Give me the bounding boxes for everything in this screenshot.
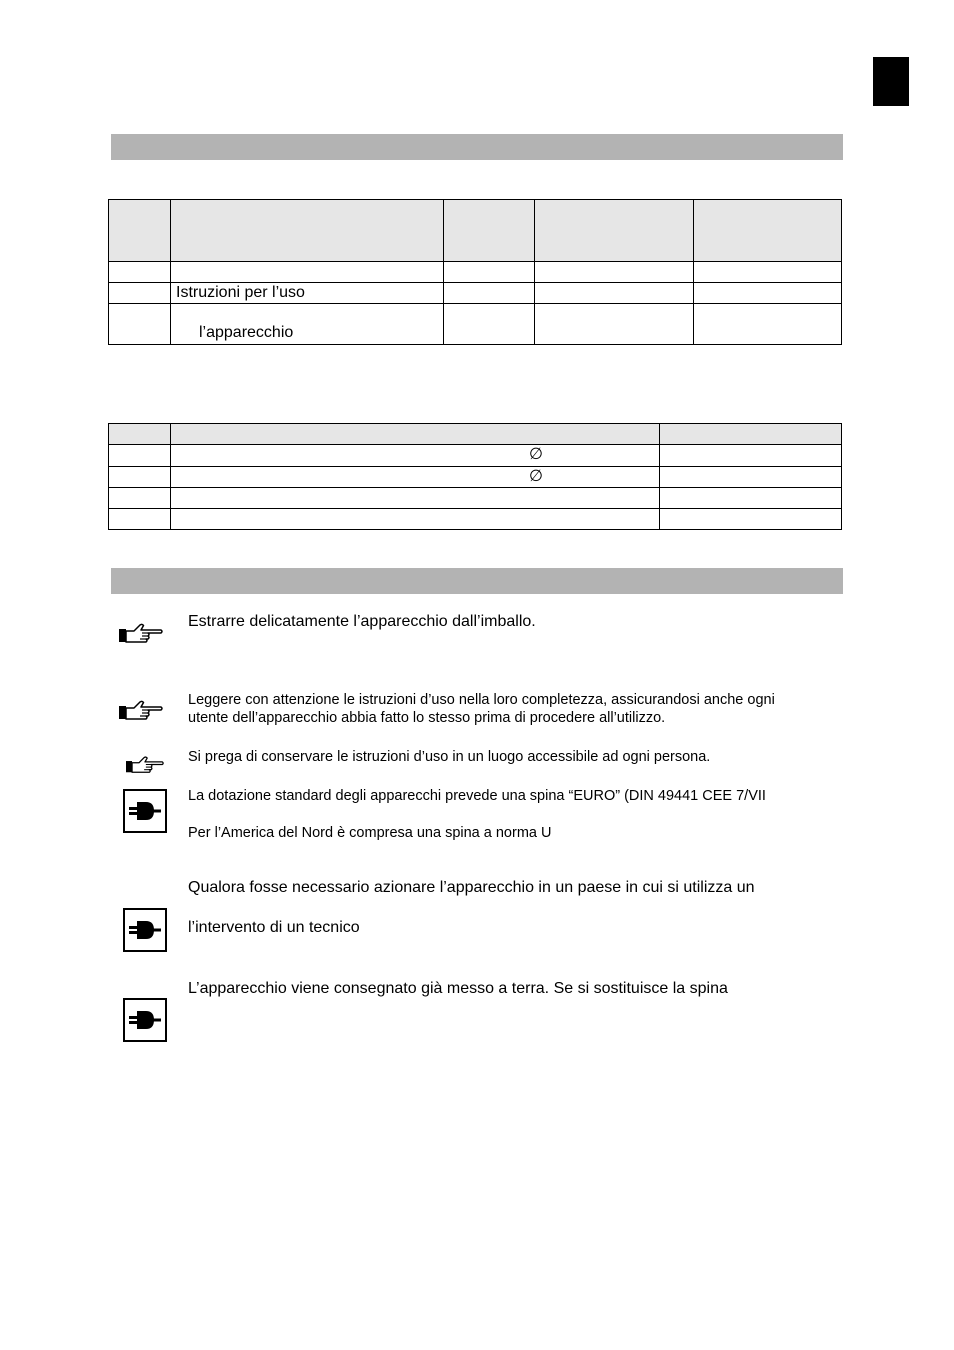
- table-header-row: [109, 200, 842, 262]
- note-unpack: Estrarre delicatamente l’apparecchio dall’imballo.: [188, 613, 536, 630]
- table-cell: [109, 509, 171, 530]
- table-row: [109, 445, 842, 467]
- table-cell: [109, 262, 171, 283]
- table-cell: [660, 445, 842, 467]
- table-cell: [694, 304, 842, 345]
- table-row: [109, 509, 842, 530]
- section-header-bar: [111, 568, 843, 594]
- table-cell: [109, 488, 171, 509]
- plug-icon: [123, 908, 167, 952]
- table-cell: [171, 467, 660, 488]
- section-header-bar: [111, 134, 843, 160]
- note-plug-country: Qualora fosse necessario azionare l’apparecchio in un paese in cui si utilizza un: [188, 879, 755, 896]
- table-cell: Istruzioni per l’uso: [171, 283, 444, 304]
- diameter-symbol: ∅: [529, 446, 543, 463]
- table-row: [109, 467, 842, 488]
- table-cell: [660, 488, 842, 509]
- note-plug-ground: L’apparecchio viene consegnato già messo a terra. Se si sostituisce la spina: [188, 980, 728, 997]
- table-cell: [171, 200, 444, 262]
- table-cell: [444, 262, 535, 283]
- plug-icon: [123, 789, 167, 833]
- note-line: Leggere con attenzione le istruzioni d’uso nella loro completezza, assicurandosi anche ogni: [188, 692, 775, 708]
- table-row: [109, 283, 842, 304]
- table-row: [109, 304, 842, 345]
- table-cell: [660, 509, 842, 530]
- note-read-instructions: [188, 691, 775, 727]
- table-cell: l’apparecchio: [171, 304, 444, 345]
- table-cell: [109, 304, 171, 345]
- pointing-hand-icon: [118, 622, 164, 644]
- section-tab-marker: [873, 57, 909, 106]
- table-cell: [535, 283, 694, 304]
- plug-icon: [123, 998, 167, 1042]
- table-cell: [660, 424, 842, 445]
- table-cell: [109, 200, 171, 262]
- pointing-hand-icon: [118, 699, 164, 721]
- table-cell: [444, 283, 535, 304]
- table-cell: [171, 424, 660, 445]
- table-header-row: [109, 424, 842, 445]
- table-row: [109, 488, 842, 509]
- table-cell: [171, 445, 660, 467]
- table-cell: [660, 467, 842, 488]
- table-cell: [171, 488, 660, 509]
- table-cell: [694, 200, 842, 262]
- table-cell: [694, 283, 842, 304]
- table-cell: [171, 509, 660, 530]
- table-cell: [109, 445, 171, 467]
- table-cell: [444, 304, 535, 345]
- note-plug-north-america: Per l’America del Nord è compresa una spina a norma U: [188, 825, 552, 841]
- table-cell: [109, 424, 171, 445]
- table-cell: [535, 200, 694, 262]
- note-plug-standard: La dotazione standard degli apparecchi prevede una spina “EURO” (DIN 49441 CEE 7/VII: [188, 788, 766, 804]
- table-cell: [535, 262, 694, 283]
- table-cell: [171, 262, 444, 283]
- table-cell: [109, 467, 171, 488]
- note-keep-instructions: Si prega di conservare le istruzioni d’uso in un luogo accessibile ad ogni persona.: [188, 749, 711, 765]
- note-line: utente dell’apparecchio abbia fatto lo stesso prima di procedere all’utilizzo.: [188, 710, 666, 726]
- table-cell: [109, 283, 171, 304]
- table-cell: [694, 262, 842, 283]
- diameter-symbol: ∅: [529, 468, 543, 485]
- table-cell: [535, 304, 694, 345]
- pointing-hand-icon: [125, 755, 165, 774]
- contents-table: [108, 199, 842, 345]
- table-row: [109, 262, 842, 283]
- note-plug-technician: l’intervento di un tecnico: [188, 919, 360, 936]
- accessories-table: [108, 423, 842, 530]
- table-cell: [444, 200, 535, 262]
